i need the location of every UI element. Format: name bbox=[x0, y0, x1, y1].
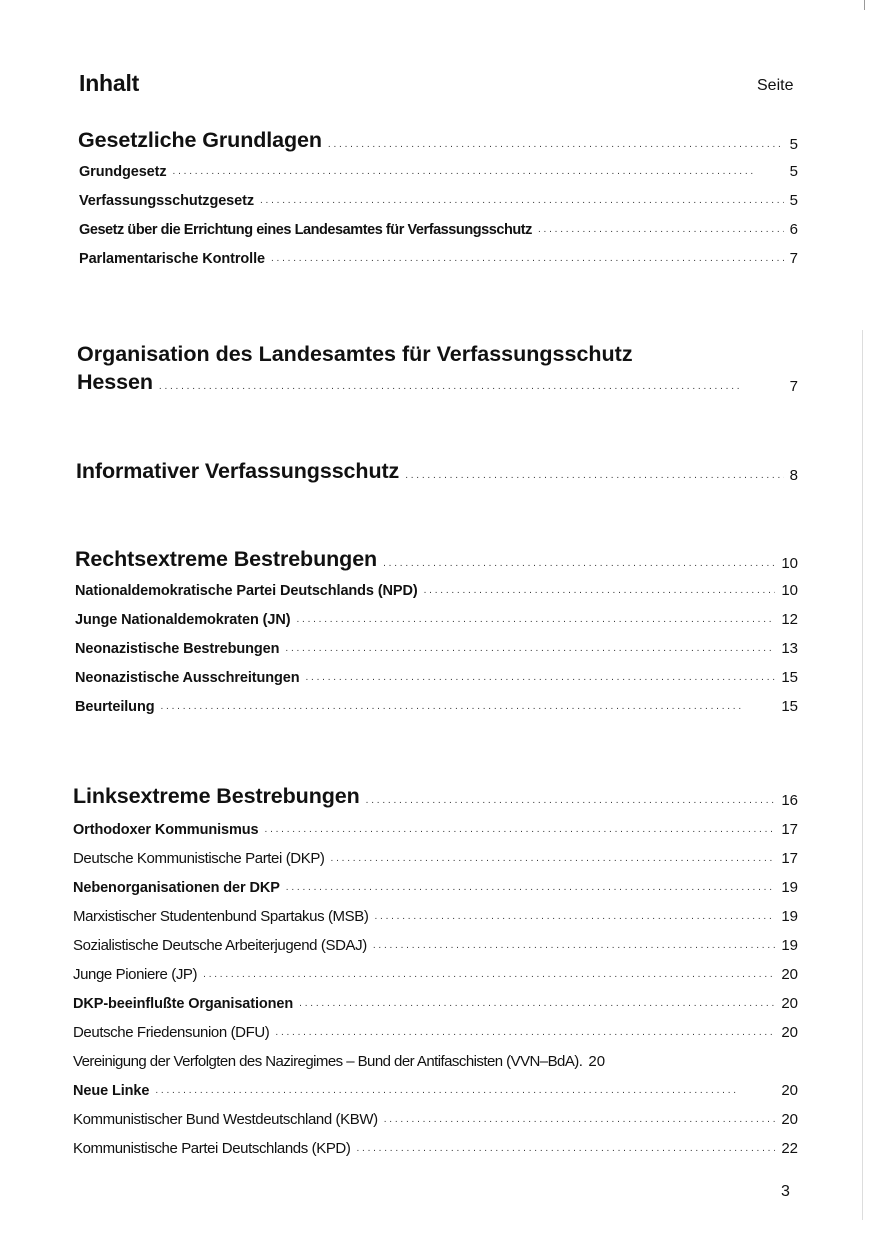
dot-leader bbox=[285, 644, 775, 657]
toc-entry-title: DKP-beeinflußte Organisationen bbox=[73, 996, 294, 1012]
toc-page-number: 7 bbox=[789, 250, 798, 267]
toc-entry[interactable] bbox=[79, 250, 798, 267]
toc-page-number: 15 bbox=[781, 669, 798, 686]
dot-leader bbox=[159, 382, 784, 395]
toc-entry[interactable] bbox=[75, 698, 798, 715]
dot-leader bbox=[383, 559, 775, 572]
toc-page-number: 17 bbox=[781, 850, 798, 867]
toc-section-heading[interactable] bbox=[76, 459, 798, 484]
toc-entry-title: Beurteilung bbox=[75, 699, 155, 715]
toc-entry[interactable] bbox=[73, 1111, 798, 1128]
scan-edge-line bbox=[862, 330, 863, 1220]
toc-entry-title: Kommunistischer Bund Westdeutschland (KBW) bbox=[73, 1111, 378, 1128]
toc-title: Inhalt bbox=[79, 70, 140, 96]
toc-entry-title: Orthodoxer Kommunismus bbox=[73, 822, 259, 838]
dot-leader bbox=[260, 196, 784, 209]
toc-entry[interactable] bbox=[73, 995, 798, 1012]
toc-entry[interactable] bbox=[79, 192, 798, 209]
toc-page-number: 13 bbox=[781, 640, 798, 657]
toc-entry-title: Sozialistische Deutsche Arbeiterjugend (SDAJ) bbox=[73, 937, 367, 954]
toc-section-title: Rechtsextreme Bestrebungen bbox=[75, 547, 378, 571]
toc-section-title: Hessen bbox=[77, 370, 153, 394]
toc-page-number: 10 bbox=[781, 555, 798, 572]
page-number: 3 bbox=[781, 1183, 790, 1200]
dot-leader bbox=[271, 254, 784, 267]
toc-entry-title: Nationaldemokratische Partei Deutschlands (NPD) bbox=[75, 583, 418, 599]
toc-section-title: Gesetzliche Grundlagen bbox=[78, 128, 322, 152]
toc-section-title-line1: Organisation des Landesamtes für Verfassungsschutz bbox=[77, 342, 633, 366]
toc-section-title: Informativer Verfassungsschutz bbox=[76, 459, 400, 483]
toc-page-number: 20 bbox=[781, 1024, 798, 1041]
toc-entry[interactable] bbox=[73, 1053, 798, 1070]
toc-entry[interactable] bbox=[79, 163, 798, 180]
toc-entry[interactable] bbox=[73, 821, 798, 838]
toc-entry[interactable] bbox=[75, 640, 798, 657]
toc-page-number: 5 bbox=[789, 192, 798, 209]
toc-page-number: 20 bbox=[781, 966, 798, 983]
toc-entry[interactable] bbox=[75, 582, 798, 599]
toc-entry[interactable] bbox=[73, 966, 798, 983]
toc-entry-title: Neonazistische Bestrebungen bbox=[75, 641, 280, 657]
dot-leader bbox=[299, 999, 775, 1012]
toc-page-number: 19 bbox=[781, 937, 798, 954]
toc-entry[interactable] bbox=[73, 850, 798, 867]
toc-entry-title: Parlamentarische Kontrolle bbox=[79, 251, 265, 267]
dot-leader bbox=[328, 140, 784, 153]
toc-entry-title: Neue Linke bbox=[73, 1083, 150, 1099]
toc-entry-title: Nebenorganisationen der DKP bbox=[73, 880, 280, 896]
toc-page-number: 8 bbox=[789, 467, 798, 484]
toc-entry-title: Verfassungsschutzgesetz bbox=[79, 193, 254, 209]
page-column-label: Seite bbox=[757, 77, 794, 94]
dot-leader bbox=[155, 1086, 775, 1099]
dot-leader bbox=[331, 854, 776, 867]
toc-page-number: 19 bbox=[781, 879, 798, 896]
toc-entry-title: Gesetz über die Errichtung eines Landesamtes für Verfassungsschutz bbox=[79, 222, 532, 238]
toc-page-number: 5 bbox=[789, 163, 798, 180]
toc-entry-title: Neonazistische Ausschreitungen bbox=[75, 670, 300, 686]
dot-leader bbox=[374, 912, 775, 925]
toc-page-number: 16 bbox=[781, 792, 798, 809]
toc-page-number: 20 bbox=[781, 995, 798, 1012]
toc-entry-title: Deutsche Kommunistische Partei (DKP) bbox=[73, 850, 325, 867]
toc-entry-title: Vereinigung der Verfolgten des Naziregimes – Bund der Antifaschisten (VVN–BdA). bbox=[73, 1053, 583, 1070]
toc-entry-title: Deutsche Friedensunion (DFU) bbox=[73, 1024, 270, 1041]
toc-section-heading[interactable] bbox=[73, 784, 798, 809]
toc-page-number: 6 bbox=[789, 221, 798, 238]
toc-entry[interactable] bbox=[73, 1140, 798, 1157]
toc-page-number: 20 bbox=[588, 1053, 606, 1070]
dot-leader bbox=[538, 225, 784, 238]
dot-leader bbox=[173, 167, 784, 180]
toc-section-heading[interactable] bbox=[75, 547, 798, 572]
toc-page-number: 22 bbox=[781, 1140, 798, 1157]
toc-entry[interactable] bbox=[73, 937, 798, 954]
toc-page-number: 5 bbox=[789, 136, 798, 153]
dot-leader bbox=[286, 883, 776, 896]
dot-leader bbox=[424, 586, 776, 599]
toc-section-title: Linksextreme Bestrebungen bbox=[73, 784, 360, 808]
dot-leader bbox=[203, 970, 775, 983]
toc-entry-title: Grundgesetz bbox=[79, 164, 167, 180]
toc-page-number: 19 bbox=[781, 908, 798, 925]
toc-section-heading[interactable] bbox=[77, 370, 798, 395]
dot-leader bbox=[275, 1028, 775, 1041]
toc-page-number: 15 bbox=[781, 698, 798, 715]
toc-page-number: 12 bbox=[781, 611, 798, 628]
toc-page-number: 20 bbox=[781, 1111, 798, 1128]
dot-leader bbox=[306, 673, 776, 686]
scan-edge-mark bbox=[864, 0, 865, 10]
dot-leader bbox=[356, 1144, 775, 1157]
toc-section-heading[interactable] bbox=[78, 128, 798, 153]
toc-entry-title: Marxistischer Studentenbund Spartakus (MSB) bbox=[73, 908, 369, 925]
toc-page-number: 7 bbox=[789, 378, 798, 395]
toc-entry-title: Kommunistische Partei Deutschlands (KPD) bbox=[73, 1140, 351, 1157]
toc-page-number: 17 bbox=[781, 821, 798, 838]
dot-leader bbox=[160, 702, 775, 715]
dot-leader bbox=[384, 1115, 776, 1128]
dot-leader bbox=[373, 941, 775, 954]
dot-leader bbox=[366, 796, 776, 809]
toc-entry[interactable] bbox=[75, 669, 798, 686]
dot-leader bbox=[405, 471, 783, 484]
toc-page-number: 10 bbox=[781, 582, 798, 599]
toc-entry[interactable] bbox=[75, 611, 798, 628]
toc-entry-title: Junge Pioniere (JP) bbox=[73, 966, 198, 983]
toc-entry[interactable] bbox=[73, 1024, 798, 1041]
toc-entry[interactable] bbox=[73, 1082, 798, 1099]
toc-entry[interactable] bbox=[79, 221, 798, 238]
dot-leader bbox=[296, 615, 775, 628]
toc-page-number: 20 bbox=[781, 1082, 798, 1099]
toc-entry[interactable] bbox=[73, 908, 798, 925]
dot-leader bbox=[265, 825, 776, 838]
toc-entry[interactable] bbox=[73, 879, 798, 896]
toc-entry-title: Junge Nationaldemokraten (JN) bbox=[75, 612, 291, 628]
